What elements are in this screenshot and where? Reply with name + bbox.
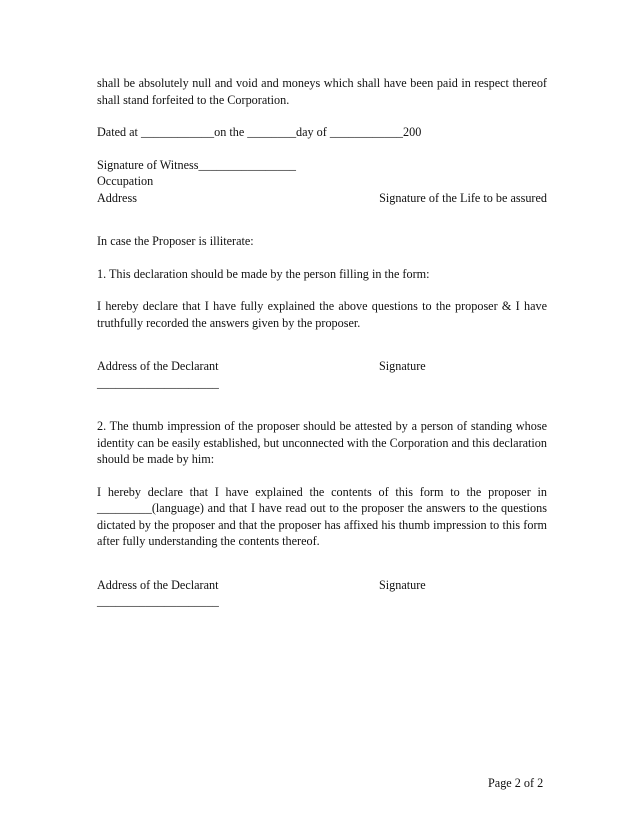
declarant-signature-label: Signature bbox=[379, 359, 426, 373]
declarant-row-2 bbox=[97, 577, 547, 594]
occupation-label: Occupation bbox=[97, 174, 154, 188]
declarant-row-1 bbox=[97, 358, 547, 375]
dated-line: Dated at ____________on the ________day of ____________200 bbox=[97, 125, 422, 139]
declarant-address-blank: ____________________ bbox=[97, 594, 219, 608]
item2-declaration-paragraph: I hereby declare that I have explained the contents of this form to the proposer in _________(language) and that I have read out to the proposer the answers to the questions dictated by the proposer and that the proposer has affixed his thumb impression to this form after fully understanding the contents thereof. bbox=[97, 484, 547, 548]
declarant-address-label: Address of the Declarant bbox=[97, 577, 219, 592]
life-assured-signature-label: Signature of the Life to be assured bbox=[379, 190, 547, 205]
address-label: Address bbox=[97, 190, 137, 205]
illiterate-heading: In case the Proposer is illiterate: bbox=[97, 234, 254, 248]
declarant-address-label: Address of the Declarant bbox=[97, 359, 219, 373]
address-signature-row bbox=[97, 190, 547, 207]
document-body bbox=[97, 75, 547, 610]
item1-declaration-paragraph: I hereby declare that I have fully explained the above questions to the proposer & I have truthfully recorded the answers given by the proposer. bbox=[97, 299, 547, 330]
void-clause-paragraph: shall be absolutely null and void and moneys which shall have been paid in respect thereof shall stand forfeited to the Corporation. bbox=[97, 76, 547, 107]
witness-signature-line: Signature of Witness________________ bbox=[97, 157, 297, 172]
declarant-signature-label: Signature bbox=[379, 577, 426, 592]
item2-intro-paragraph: 2. The thumb impression of the proposer should be attested by a person of standing whose identity can be easily established, but unconnected with the Corporation and this declaration should be made by him: bbox=[97, 419, 547, 466]
page-number: Page 2 of 2 bbox=[488, 776, 544, 790]
declarant-address-blank: ____________________ bbox=[97, 375, 219, 390]
item1-intro: 1. This declaration should be made by the person filling in the form: bbox=[97, 266, 430, 281]
